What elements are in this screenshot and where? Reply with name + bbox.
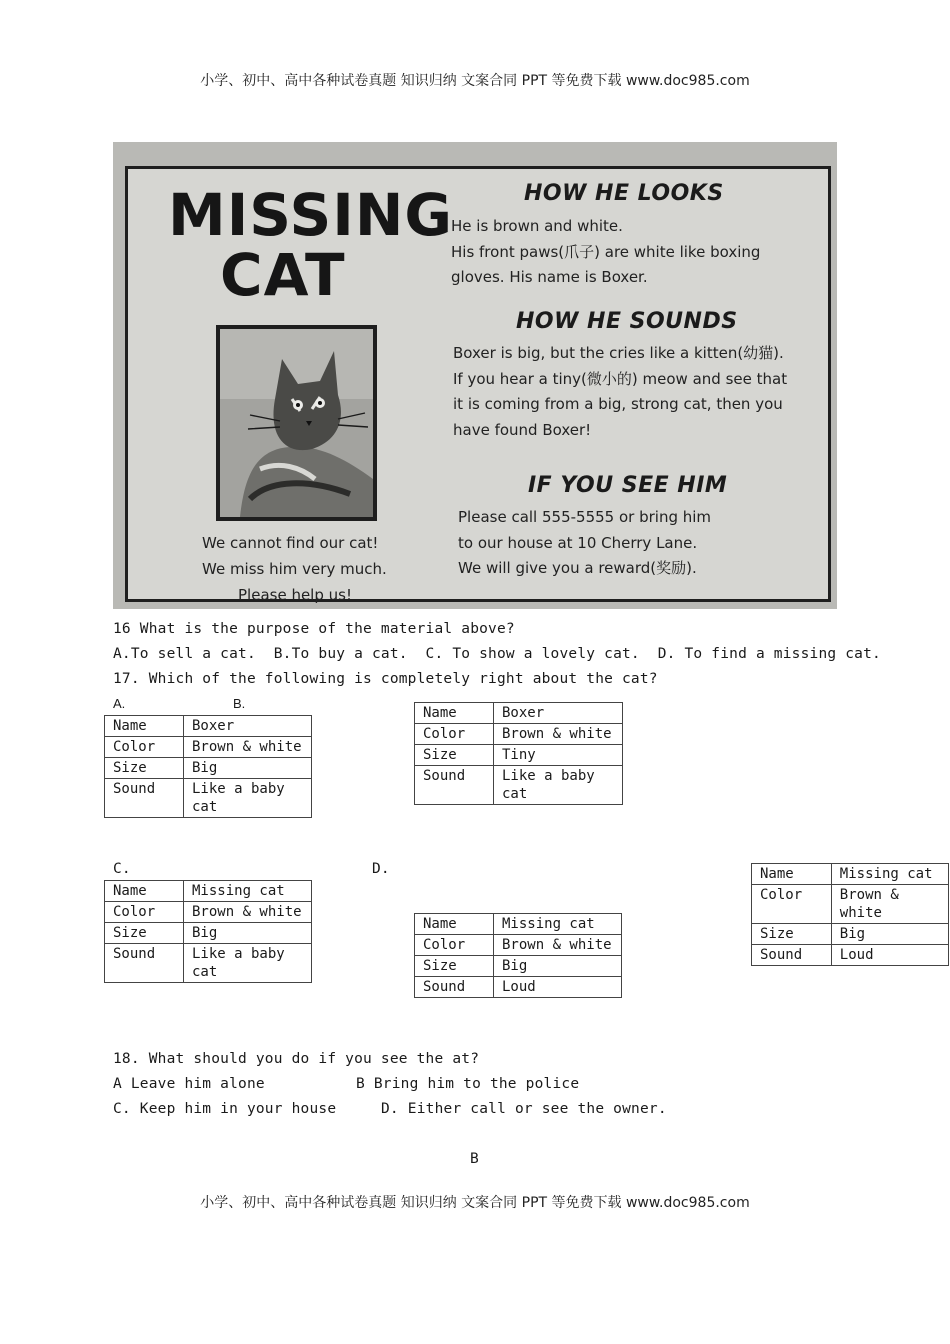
table-row: Sound Like a baby cat: [105, 779, 312, 818]
option-c-table: [104, 880, 312, 983]
q18-option-c: C. Keep him in your house: [113, 1101, 337, 1117]
table-row: Name Boxer: [105, 716, 312, 737]
table-row: Sound Loud: [415, 977, 622, 998]
option-a-table: [104, 715, 312, 818]
looks-text: He is brown and white. His front paws(爪子) are white like boxing gloves. His name is Boxer.: [451, 217, 761, 286]
page-header: 小学、初中、高中各种试卷真题 知识归纳 文案合同 PPT 等免费下载 www.doc985.com: [200, 73, 750, 89]
q16-options: A.To sell a cat. B.To buy a cat. C. To show a lovely cat. D. To find a missing cat.: [113, 646, 881, 662]
table-row: Name Missing cat: [105, 881, 312, 902]
missing-cat-poster: [113, 142, 837, 609]
extra-option-table: [751, 863, 949, 966]
see-him-text: Please call 555-5555 or bring him to our house at 10 Cherry Lane. We will give you a reward(奖励).: [458, 508, 712, 577]
q18-question: 18. What should you do if you see the at?: [113, 1051, 480, 1067]
table-row: Size Big: [105, 923, 312, 944]
table-row: Color Brown & white: [415, 724, 623, 745]
page-footer: 小学、初中、高中各种试卷真题 知识归纳 文案合同 PPT 等免费下载 www.doc985.com: [200, 1195, 750, 1211]
table-row: Color Brown & white: [752, 885, 949, 924]
table-row: Size Big: [752, 924, 949, 945]
q18-option-b: B Bring him to the police: [356, 1076, 580, 1092]
table-row: Color Brown & white: [415, 935, 622, 956]
table-row: Size Big: [415, 956, 622, 977]
table-row: Sound Like a baby cat: [105, 944, 312, 983]
option-b-table: [414, 702, 623, 805]
table-row: Size Tiny: [415, 745, 623, 766]
q16-question: 16 What is the purpose of the material above?: [113, 621, 515, 637]
option-d-table: [414, 913, 622, 998]
q17-label-c: C.: [113, 861, 131, 877]
poster-title-line1: MISSING: [168, 181, 453, 249]
poster-paper: [125, 166, 831, 602]
q17-question: 17. Which of the following is completely right about the cat?: [113, 671, 658, 687]
table-row: Color Brown & white: [105, 737, 312, 758]
poster-title-line2: CAT: [220, 241, 346, 309]
q18-option-d: D. Either call or see the owner.: [381, 1101, 667, 1117]
q17-label-d: D.: [372, 861, 390, 877]
cat-illustration-icon: [220, 329, 373, 517]
plea-text: We cannot find our cat! We miss him very much. Please help us!: [202, 534, 387, 604]
table-row: Color Brown & white: [105, 902, 312, 923]
cat-photo: [216, 325, 377, 521]
sounds-text: Boxer is big, but the cries like a kitten(幼猫). If you hear a tiny(微小的) meow and see that it is coming from a big, strong cat, then you have found Boxer!: [453, 344, 788, 439]
looks-heading: HOW HE LOOKS: [524, 181, 724, 206]
table-row: Size Big: [105, 758, 312, 779]
sounds-heading: HOW HE SOUNDS: [516, 309, 738, 334]
table-row: Name Boxer: [415, 703, 623, 724]
q17-label-b: B.: [233, 696, 246, 711]
q17-label-a: A.: [113, 696, 126, 711]
q18-option-a: A Leave him alone: [113, 1076, 265, 1092]
table-row: Name Missing cat: [752, 864, 949, 885]
see-him-heading: IF YOU SEE HIM: [528, 473, 728, 498]
table-row: Sound Loud: [752, 945, 949, 966]
answer-text: B: [470, 1151, 479, 1167]
table-row: Name Missing cat: [415, 914, 622, 935]
table-row: Sound Like a baby cat: [415, 766, 623, 805]
